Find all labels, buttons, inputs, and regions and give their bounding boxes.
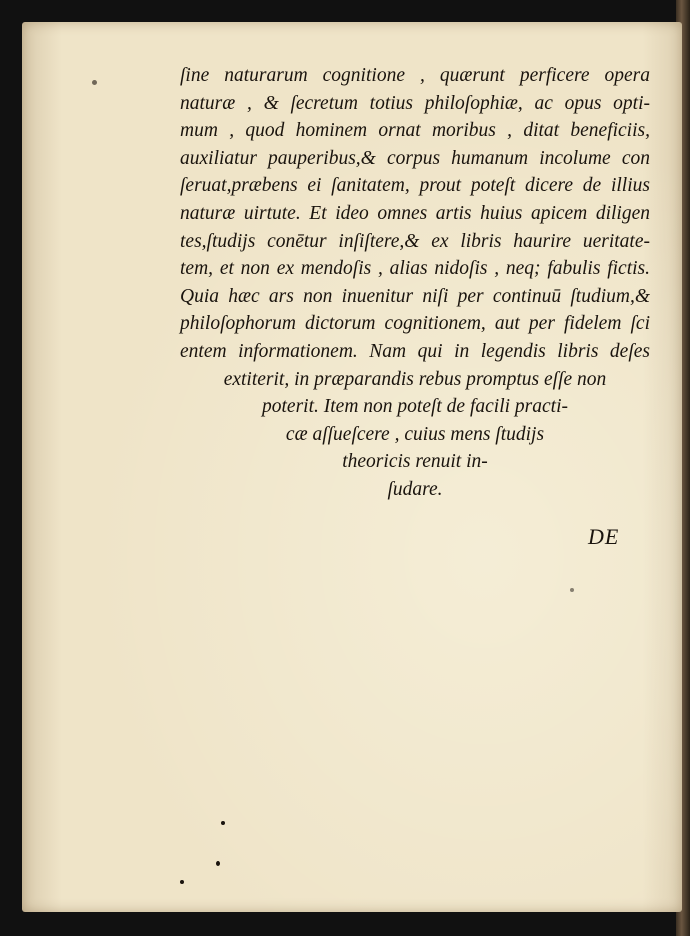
body-text xyxy=(180,62,650,504)
catchword: DE xyxy=(588,524,620,549)
text-line: naturæ , & ſecretum totius philoſophiæ, ac opus opti- xyxy=(180,92,650,114)
ink-speck xyxy=(92,80,97,85)
text-line: tes,ſtudijs conētur inſiſtere,& ex libris haurire ueritate- xyxy=(180,230,650,252)
text-line: Quia hæc ars non inuenitur niſi per continuū ſtudium,& xyxy=(180,285,650,307)
ink-speck xyxy=(570,588,574,592)
text-line: ſeruat,præbens ei ſanitatem, prout poteſt dicere de illius xyxy=(180,175,650,197)
text-line: philoſophorum dictorum cognitionem, aut per fidelem ſci xyxy=(180,313,650,335)
ink-speck xyxy=(180,880,184,884)
text-line: ſudare. xyxy=(387,478,443,500)
text-line: ſine naturarum cognitione , quærunt perficere opera xyxy=(180,65,650,86)
text-line: naturæ uirtute. Et ideo omnes artis huius apicem diligen xyxy=(180,202,650,224)
ink-speck xyxy=(221,821,225,825)
text-line: theoricis renuit in- xyxy=(342,451,488,473)
text-line: poterit. Item non poteſt de facili practi- xyxy=(262,396,568,418)
text-line: cæ aſſueſcere , cuius mens ſtudijs xyxy=(285,423,545,445)
ink-speck xyxy=(216,861,220,866)
text-line: entem informationem. Nam qui in legendis libris deſes xyxy=(180,340,650,362)
text-line: tem, et non ex mendoſis , alias nidoſis , neq; fabulis fictis. xyxy=(180,258,650,280)
text-line: mum , quod hominem ornat moribus , ditat beneficiis, xyxy=(180,120,650,142)
text-line: extiterit, in præparandis rebus promptus eſſe non xyxy=(223,368,607,390)
text-line: auxiliatur pauperibus,& corpus humanum incolume con xyxy=(180,147,650,169)
